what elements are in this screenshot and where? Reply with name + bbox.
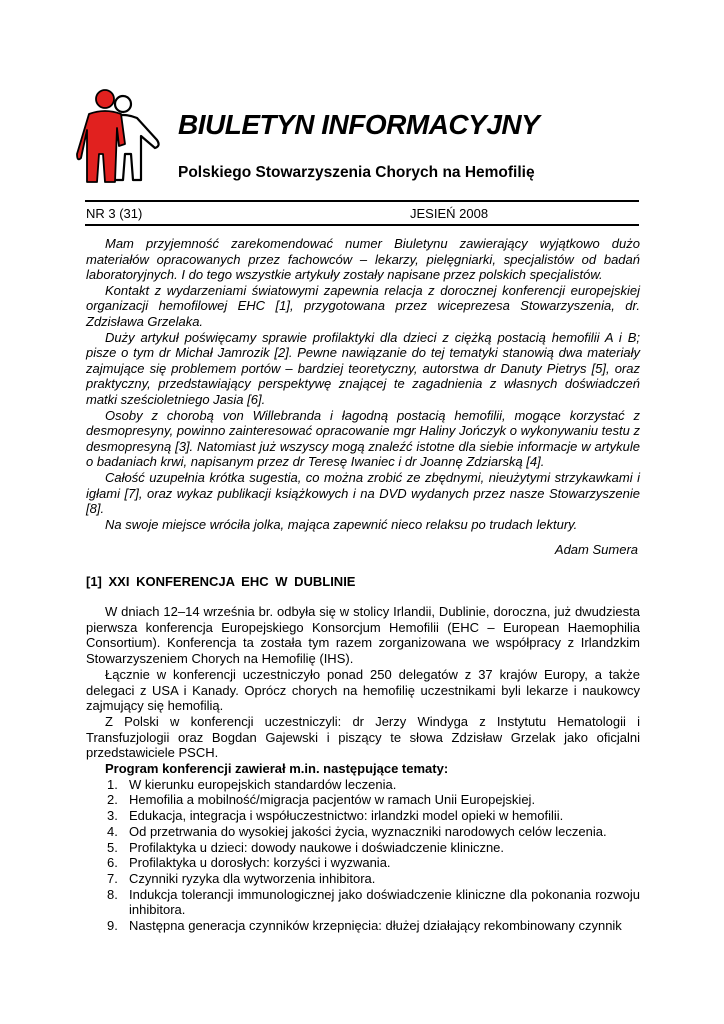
list-item (86, 887, 640, 918)
issue-number: NR 3 (31) (86, 206, 143, 221)
list-item-number: 2. (107, 792, 118, 808)
list-item-text: Hemofilia a mobilność/migracja pacjentów w ramach Unii Europejskiej. (129, 792, 536, 808)
list-item (86, 792, 640, 808)
list-item-number: 5. (107, 839, 118, 855)
list-item-text: W kierunku europejskich standardów leczenia. (129, 776, 397, 792)
article-paragraph: W dniach 12–14 września br. odbyła się w stolicy Irlandii, Dublinie, doroczna, już dwudziesta pierwsza konferencja Europejskiego Konsorcjum Hemofilii (EHC – European Haemophilia Consortium). Konferencja ta została tym razem zorganizowana we współpracy z Irlandzkim Stowarzyszeniem Chorych na Hemofilię (IHS). (86, 604, 640, 667)
list-item-number: 4. (107, 823, 118, 839)
list-item-text: Od przetrwania do wysokiej jakości życia, wyznaczniki narodowych celów leczenia. (129, 823, 607, 839)
bulletin-title: BIULETYN INFORMACYJNY (178, 109, 540, 140)
intro-paragraph: Całość uzupełnia krótka sugestia, co można zrobić ze zbędnymi, nieużytymi strzykawkami i igłami [7], oraz wykaz publikacji książkowych i na DVD wydanych przez nasze Stowarzyszenie [8]. (86, 469, 640, 517)
list-item-number: 6. (107, 855, 118, 871)
header-rule-bottom (85, 224, 639, 226)
header-rule-top (85, 200, 639, 202)
list-item (86, 777, 640, 793)
list-item (86, 855, 640, 871)
list-item (86, 808, 640, 824)
list-item-text: Profilaktyka u dorosłych: korzyści i wyzwania. (129, 855, 391, 871)
list-item-number: 8. (107, 886, 118, 902)
list-item-number: 1. (107, 776, 118, 792)
list-item-text: Czynniki ryzyka dla wytworzenia inhibitora. (129, 870, 376, 886)
article-paragraph: Z Polski w konferencji uczestniczyli: dr Jerzy Windyga z Instytutu Hematologii i Transfuzjologii oraz Bogdan Gajewski i piszący te słowa Zdzisław Grzelak jako oficjalni przedstawiciele PSCH. (86, 713, 640, 761)
list-item (86, 871, 640, 887)
list-item-text: Profilaktyka u dzieci: dowody naukowe i doświadczenie kliniczne. (129, 839, 505, 855)
intro-paragraph: Duży artykuł poświęcamy sprawie profilaktyki dla dzieci z ciężką postacią hemofilii A i B; pisze o tym dr Michał Jamrozik [2]. Pewne nawiązanie do tej tematyki stanowią dwa materiały zajmujące się problemem portów – bardziej teoretyczny, autorstwa dr Danuty Pietrys [5], oraz praktyczny, przedstawiający perspektywę znającej te zagadnienia z własnych doświadczeń matki sześcioletniego Jasia [6]. (86, 329, 640, 407)
list-item (86, 824, 640, 840)
list-item-number: 3. (107, 808, 118, 824)
intro-paragraph: Kontakt z wydarzeniami światowymi zapewnia relacja z dorocznej konferencji europejskiej organizacji hemofilowej EHC [1], przygotowana przez wiceprezesa Stowarzyszenia, dr. Zdzisława Grzelaka. (86, 282, 640, 329)
list-item-number: 9. (107, 918, 118, 934)
list-item-text: Edukacja, integracja i współuczestnictwo: irlandzki model opieki w hemofilii. (129, 808, 564, 824)
bulletin-subtitle: Polskiego Stowarzyszenia Chorych na Hemofilię (178, 164, 535, 181)
list-item-text: Indukcja tolerancji immunologicznej jako doświadczenie kliniczne dla pokonania rozwoju inhibitora. (129, 886, 640, 918)
section-heading: [1] XXI KONFERENCJA EHC W DUBLINIE (86, 574, 356, 589)
list-item-text: Następna generacja czynników krzepnięcia: dłużej działający rekombinowany czynnik (129, 918, 622, 934)
intro-paragraph: Osoby z chorobą von Willebranda i łagodną postacią hemofilii, mogące korzystać z desmopresyny, powinno zainteresować opracowanie mgr Haliny Jończyk o wykonywaniu testu z desmopresyną [3]. Natomiast już wszyscy mogą znaleźć istotne dla siebie informacje w artykule o badaniach krwi, napisanym przez dr Teresę Iwaniec i dr Joannę Zdziarską [4]. (86, 407, 640, 470)
intro-paragraph: Na swoje miejsce wróciła jolka, mająca zapewnić nieco relaksu po trudach lektury. (105, 516, 578, 532)
issue-season: JESIEŃ 2008 (410, 206, 489, 221)
program-heading: Program konferencji zawierał m.in. następujące tematy: (105, 761, 449, 777)
program-topics-list (86, 777, 640, 934)
editor-signature: Adam Sumera (554, 542, 638, 557)
hemophilia-association-logo (75, 88, 167, 184)
list-item (86, 840, 640, 856)
article-body (86, 604, 640, 934)
list-item-number: 7. (107, 870, 118, 886)
list-item (86, 918, 640, 934)
intro-paragraph: Mam przyjemność zarekomendować numer Biuletynu zawierający wyjątkowo dużo materiałów opracowanych przez fachowców – lekarzy, pielęgniarki, specjalistów od badań laboratoryjnych. I do tego wszystkie artykuły zostały napisane przez polskich specjalistów. (86, 236, 640, 283)
article-paragraph: Łącznie w konferencji uczestniczyło ponad 250 delegatów z 37 krajów Europy, a także delegaci z USA i Kanady. Oprócz chorych na hemofilię uczestnikami byli lekarze i naukowcy zajmujący się hemofilią. (86, 666, 640, 714)
editorial-intro (86, 236, 640, 532)
